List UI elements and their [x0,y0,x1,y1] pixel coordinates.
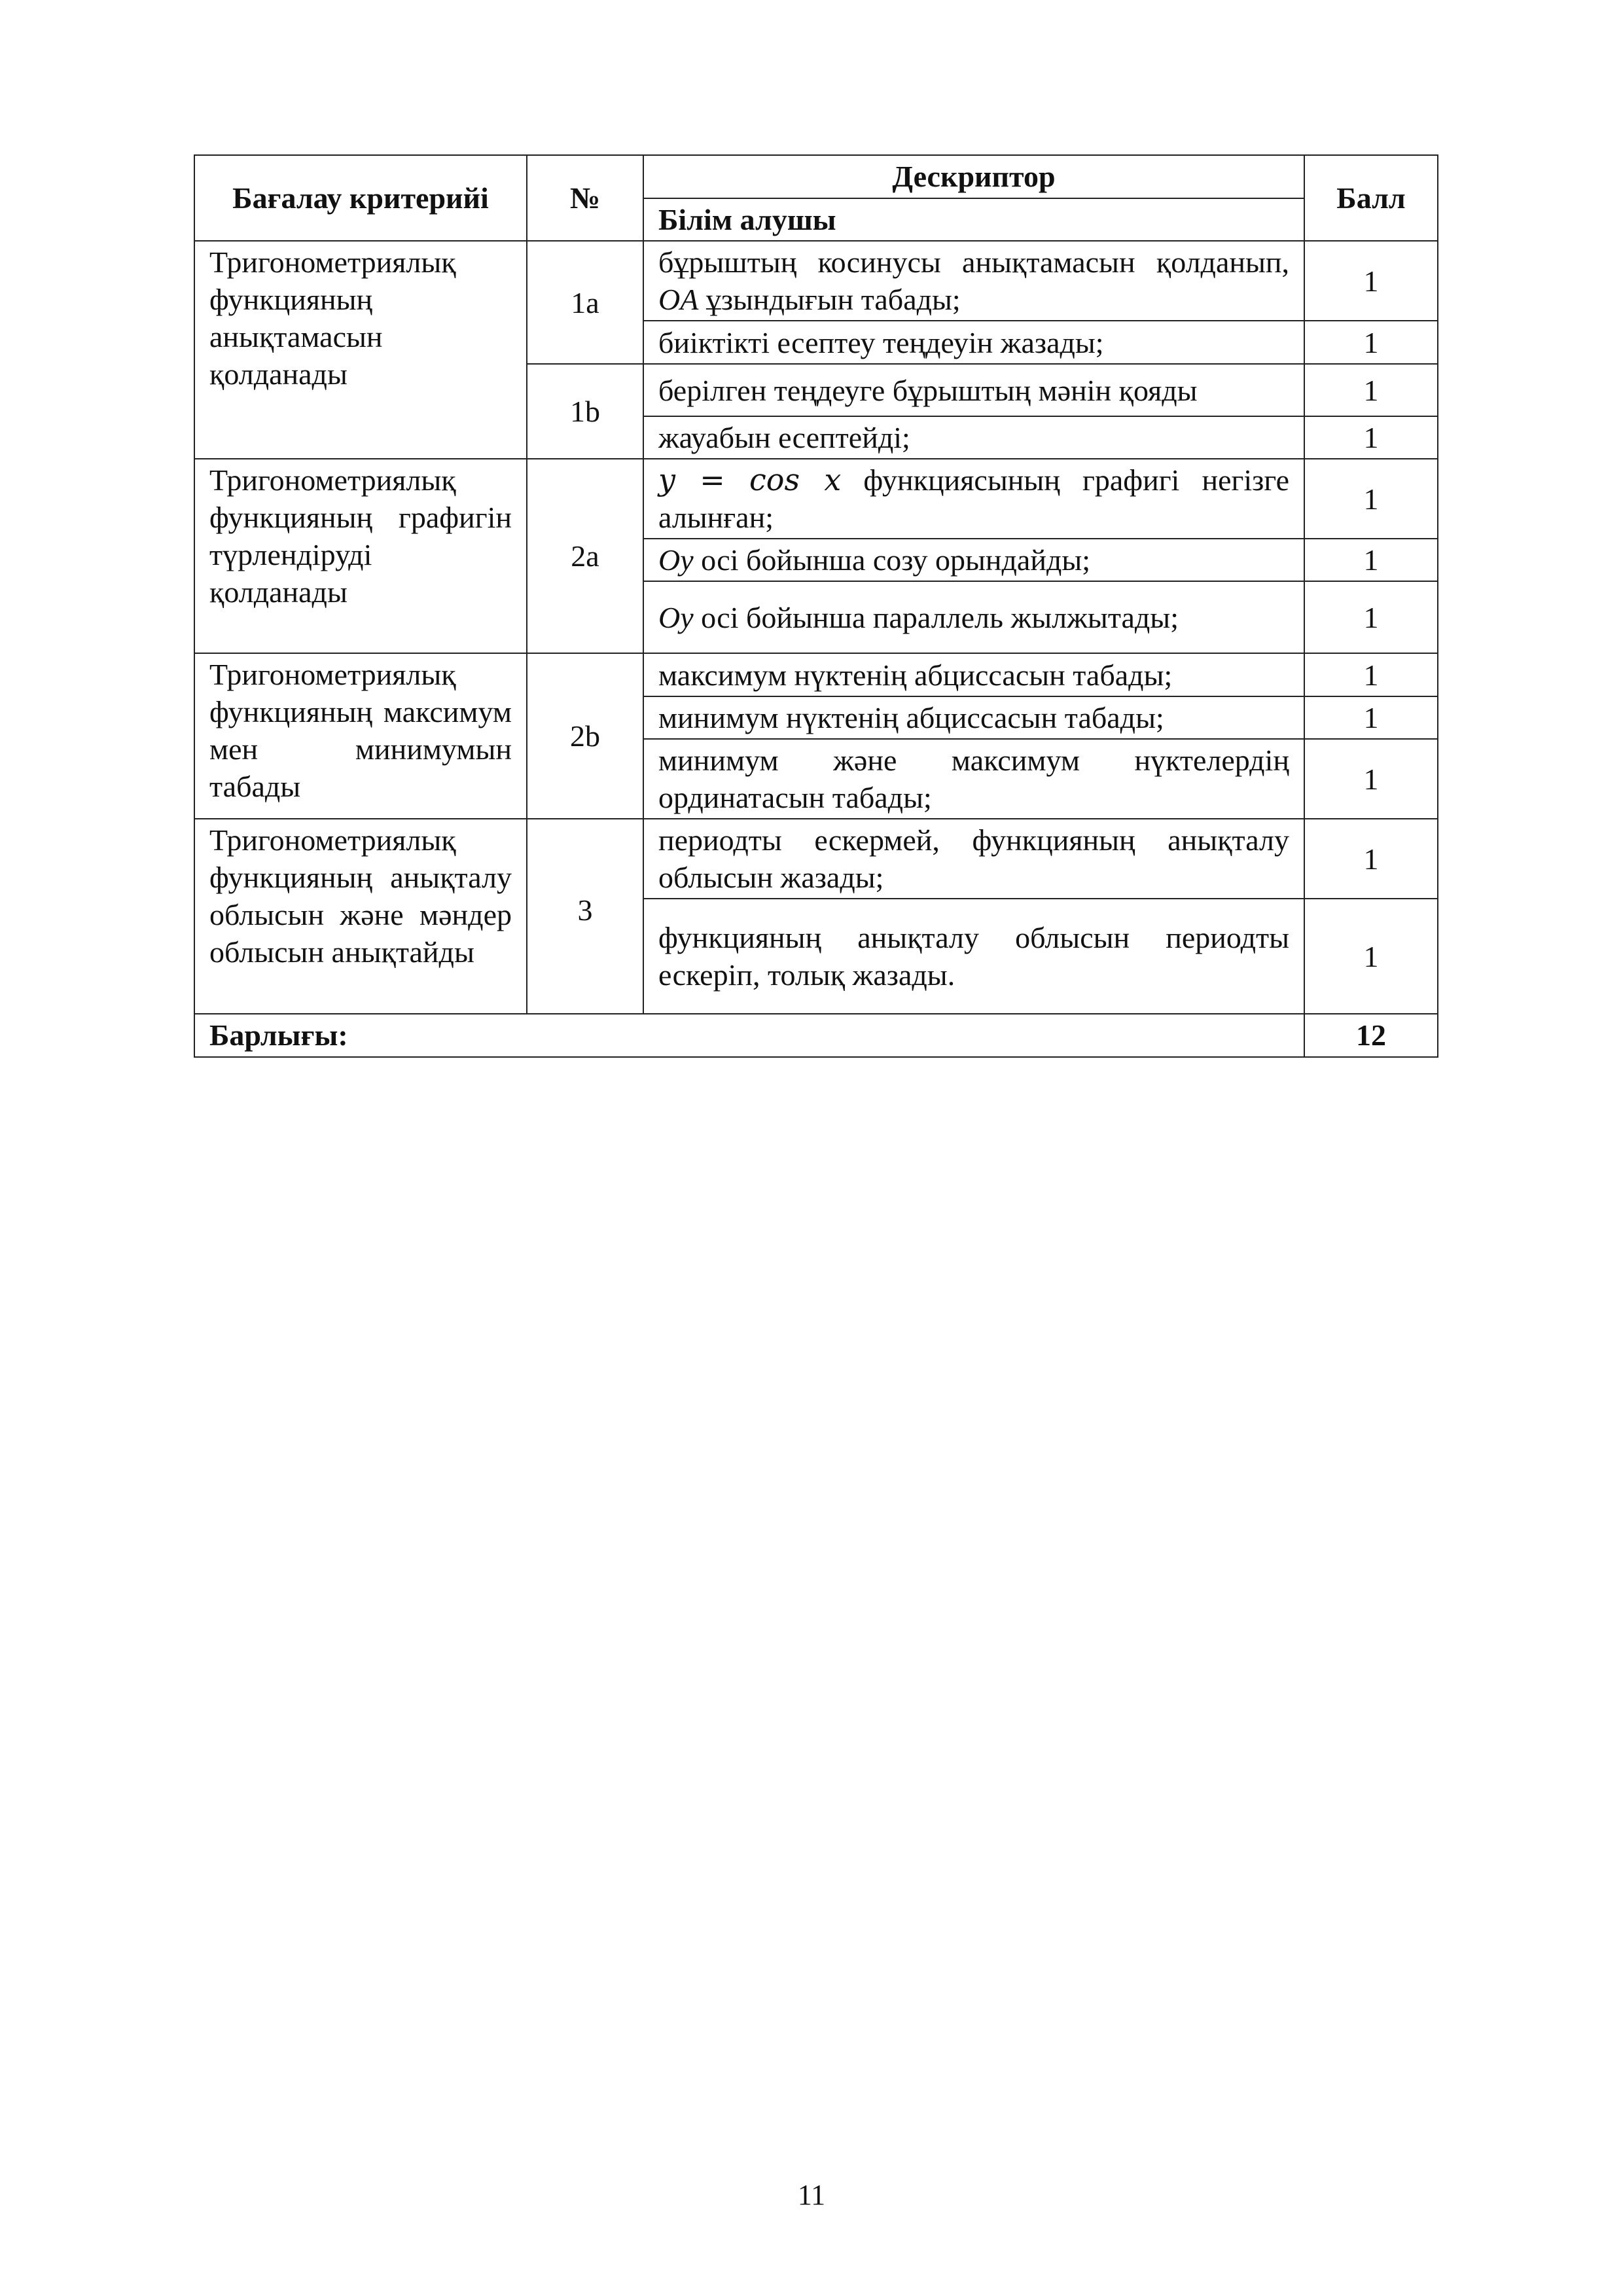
descriptor-text: ұзындығын табады; [698,283,961,316]
header-number: № [527,155,643,241]
item-number-cell: 3 [527,819,643,1014]
item-number-cell: 1a [527,241,643,364]
segment-label-oa: OA [658,283,699,316]
descriptor-cell [643,459,1304,539]
header-row [194,155,1438,198]
axis-label-oy: Oy [658,543,694,577]
header-score: Балл [1304,155,1438,241]
descriptor-text: осі бойынша параллель жылжытады; [693,600,1179,634]
math-formula: y = cos x [658,462,842,497]
descriptor-cell: максимум нүктенің абциссасын табады; [643,653,1304,696]
score-cell: 1 [1304,539,1438,581]
score-cell: 1 [1304,459,1438,539]
score-cell: 1 [1304,653,1438,696]
descriptor-cell [643,539,1304,581]
descriptor-text: функциясының графигі негізге алынған; [658,463,1289,534]
descriptor-cell: берілген теңдеуге бұрыштың мәнін қояды [643,364,1304,416]
score-cell: 1 [1304,696,1438,739]
axis-label-oy: Oy [658,600,694,634]
criterion-cell: Тригонометриялық функцияның максимум мен минимумын табады [194,653,527,819]
table-row [194,653,1438,696]
criterion-cell: Тригонометриялық функцияның анықталу облысын және мәндер облысын анықтайды [194,819,527,1014]
descriptor-cell: жауабын есептейді; [643,416,1304,459]
page-number: 11 [797,2179,826,2211]
score-cell: 1 [1304,321,1438,364]
header-descriptor: Дескриптор [643,155,1304,198]
descriptor-text: осі бойынша созу орындайды; [693,543,1091,577]
descriptor-cell [643,581,1304,653]
item-number-cell: 2b [527,653,643,819]
score-cell: 1 [1304,819,1438,899]
descriptor-cell: периодты ескермей, функцияның анықталу облысын жазады; [643,819,1304,899]
descriptor-cell: минимум және максимум нүктелердің ординатасын табады; [643,739,1304,819]
descriptor-cell: биіктікті есептеу теңдеуін жазады; [643,321,1304,364]
score-cell: 1 [1304,899,1438,1014]
total-score: 12 [1304,1014,1438,1057]
score-cell: 1 [1304,739,1438,819]
table-row [194,459,1438,539]
total-row [194,1014,1438,1057]
descriptor-cell: функцияның анықталу облысын периодты ескеріп, толық жазады. [643,899,1304,1014]
table-row [194,241,1438,321]
assessment-rubric-table [194,154,1438,1058]
descriptor-cell [643,241,1304,321]
header-learner: Білім алушы [643,198,1304,241]
descriptor-cell: минимум нүктенің абциссасын табады; [643,696,1304,739]
score-cell: 1 [1304,581,1438,653]
score-cell: 1 [1304,241,1438,321]
item-number-cell: 1b [527,364,643,459]
criterion-cell: Тригонометриялық функцияның графигін түрлендіруді қолданады [194,459,527,653]
score-cell: 1 [1304,416,1438,459]
score-cell: 1 [1304,364,1438,416]
total-label: Барлығы: [194,1014,1304,1057]
header-criterion: Бағалау критерийі [194,155,527,241]
item-number-cell: 2a [527,459,643,653]
descriptor-text: бұрыштың косинусы анықтамасын қолданып, [658,245,1289,279]
criterion-cell: Тригонометриялық функцияның анықтамасын қолданады [194,241,527,459]
table-row [194,819,1438,899]
